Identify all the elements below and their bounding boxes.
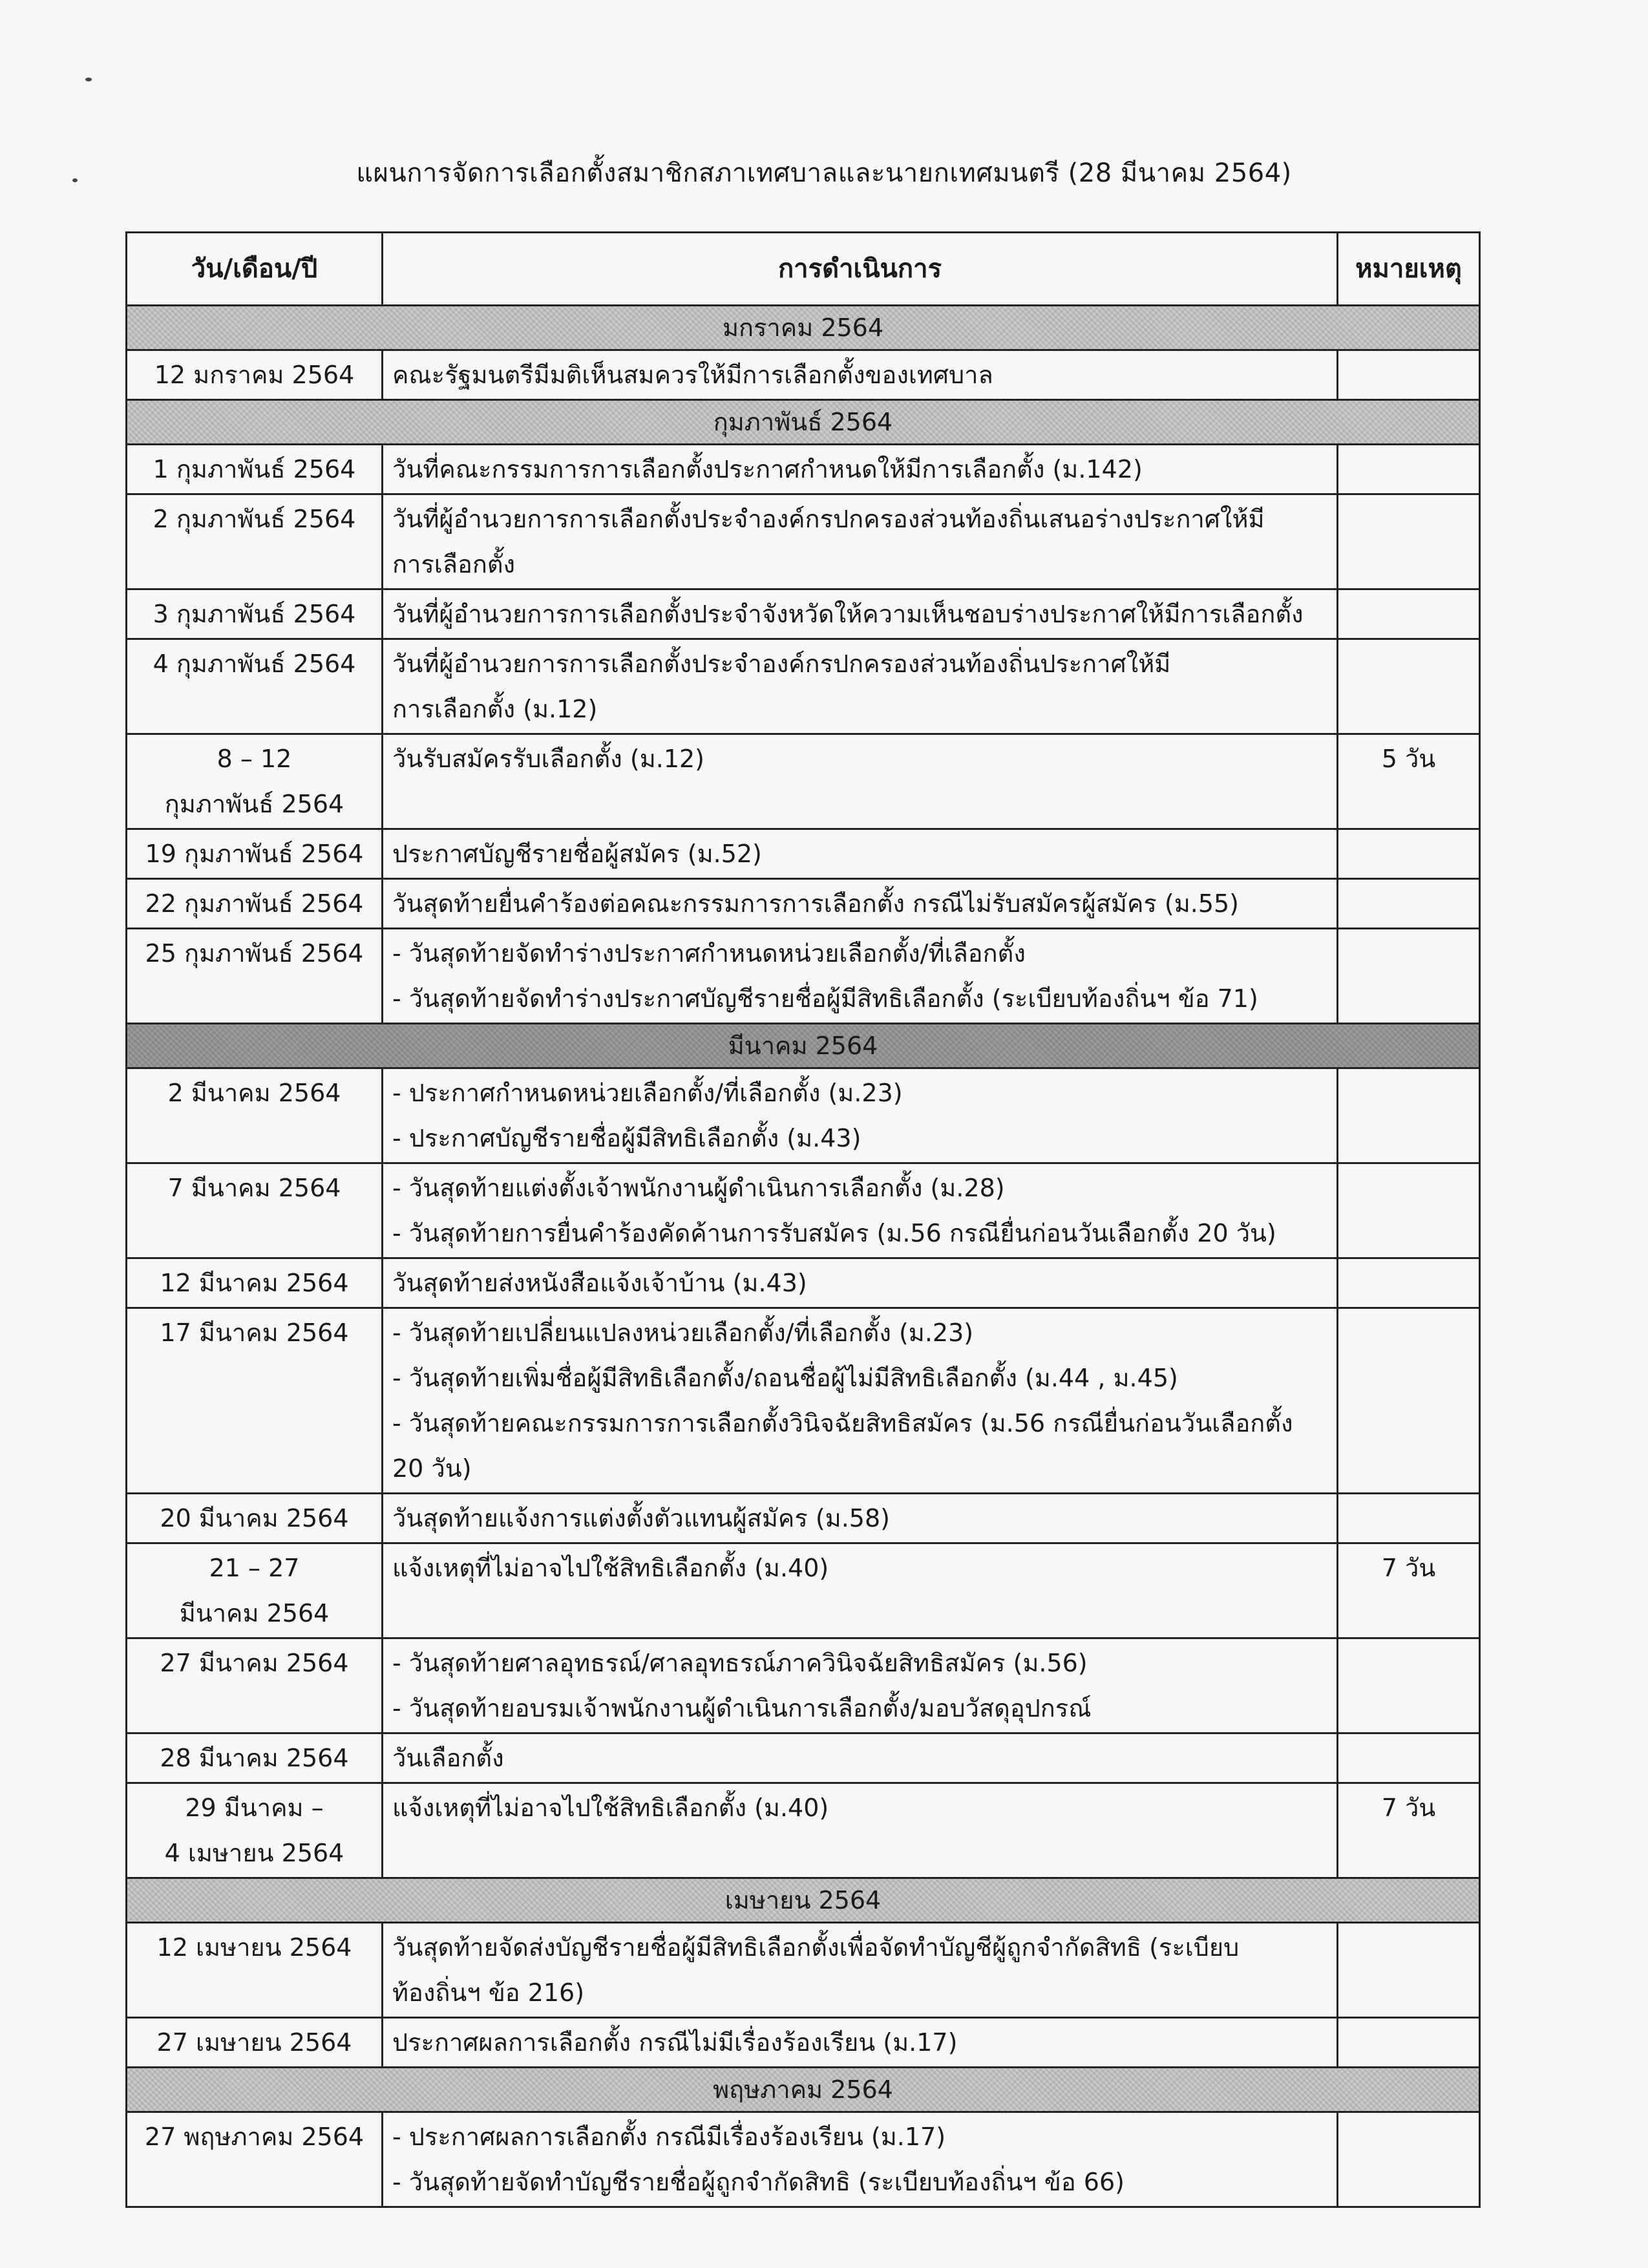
action-line: - ประกาศกำหนดหน่วยเลือกตั้ง/ที่เลือกตั้ง (ม.23) [392, 1079, 903, 1107]
action-cell [383, 2018, 1338, 2068]
action-line: - วันสุดท้ายเพิ่มชื่อผู้มีสิทธิเลือกตั้ง/ถอนชื่อผู้ไม่มีสิทธิเลือกตั้ง (ม.44 , ม.45) [392, 1364, 1178, 1392]
action-cell [383, 1163, 1338, 1258]
date-line: 3 กุมภาพันธ์ 2564 [153, 600, 356, 628]
date-line: 27 มีนาคม 2564 [160, 1649, 349, 1677]
note-cell [1338, 445, 1480, 494]
month-label: เมษายน 2564 [127, 1878, 1480, 1923]
date-line: 28 มีนาคม 2564 [160, 1744, 349, 1772]
date-line: 27 พฤษภาคม 2564 [144, 2123, 364, 2151]
action-cell [383, 929, 1338, 1024]
date-cell [127, 494, 383, 589]
month-label: พฤษภาคม 2564 [127, 2068, 1480, 2112]
date-cell [127, 929, 383, 1024]
table-row [127, 929, 1480, 1024]
action-cell [383, 734, 1338, 829]
date-cell [127, 1494, 383, 1543]
table-row [127, 350, 1480, 400]
table-row [127, 1923, 1480, 2018]
note-cell [1338, 1258, 1480, 1308]
action-line: แจ้งเหตุที่ไม่อาจไปใช้สิทธิเลือกตั้ง (ม.40) [392, 1794, 829, 1822]
action-line: วันสุดท้ายจัดส่งบัญชีรายชื่อผู้มีสิทธิเลือกตั้งเพื่อจัดทำบัญชีผู้ถูกจำกัดสิทธิ (ระเบียบ [392, 1933, 1240, 1962]
table-row [127, 2018, 1480, 2068]
action-line: - วันสุดท้ายจัดทำบัญชีรายชื่อผู้ถูกจำกัดสิทธิ (ระเบียบท้องถิ่นฯ ข้อ 66) [392, 2168, 1125, 2196]
action-cell [383, 445, 1338, 494]
action-line: วันเลือกตั้ง [392, 1744, 504, 1772]
header-note: หมายเหตุ [1338, 233, 1480, 306]
date-line: 17 มีนาคม 2564 [160, 1319, 349, 1347]
header-date: วัน/เดือน/ปี [127, 233, 383, 306]
scan-speck [85, 78, 92, 81]
month-section-row [127, 400, 1480, 445]
month-label: มกราคม 2564 [127, 306, 1480, 350]
table-row [127, 1163, 1480, 1258]
action-line: - วันสุดท้ายเปลี่ยนแปลงหน่วยเลือกตั้ง/ที่เลือกตั้ง (ม.23) [392, 1319, 974, 1347]
table-row [127, 1733, 1480, 1783]
action-line: วันสุดท้ายส่งหนังสือแจ้งเจ้าบ้าน (ม.43) [392, 1269, 807, 1297]
note-cell [1338, 589, 1480, 639]
table-row [127, 494, 1480, 589]
date-cell [127, 1733, 383, 1783]
date-cell [127, 2112, 383, 2207]
date-line: 4 กุมภาพันธ์ 2564 [153, 650, 356, 678]
action-cell [383, 1783, 1338, 1878]
date-line: 21 – 27 [209, 1554, 300, 1582]
action-cell [383, 1494, 1338, 1543]
note-cell [1338, 2018, 1480, 2068]
note-cell [1338, 1638, 1480, 1733]
action-line: - วันสุดท้ายอบรมเจ้าพนักงานผู้ดำเนินการเลือกตั้ง/มอบวัสดุอุปกรณ์ [392, 1694, 1092, 1722]
month-label: มีนาคม 2564 [127, 1024, 1480, 1068]
date-cell [127, 1068, 383, 1163]
note-cell [1338, 829, 1480, 879]
date-line: 25 กุมภาพันธ์ 2564 [145, 939, 364, 968]
action-line: - ประกาศบัญชีรายชื่อผู้มีสิทธิเลือกตั้ง (ม.43) [392, 1124, 861, 1152]
date-line: 7 มีนาคม 2564 [167, 1174, 341, 1202]
date-cell [127, 445, 383, 494]
month-label: กุมภาพันธ์ 2564 [127, 400, 1480, 445]
action-line: วันสุดท้ายยื่นคำร้องต่อคณะกรรมการการเลือกตั้ง กรณีไม่รับสมัครผู้สมัคร (ม.55) [392, 889, 1239, 918]
table-row [127, 445, 1480, 494]
action-line: ประกาศผลการเลือกตั้ง กรณีไม่มีเรื่องร้องเรียน (ม.17) [392, 2028, 958, 2057]
date-line: 12 เมษายน 2564 [156, 1933, 352, 1962]
action-line: วันสุดท้ายแจ้งการแต่งตั้งตัวแทนผู้สมัคร (ม.58) [392, 1504, 890, 1532]
action-cell [383, 1923, 1338, 2018]
note-cell [1338, 1494, 1480, 1543]
table-header-row [127, 233, 1480, 306]
date-line: 22 กุมภาพันธ์ 2564 [145, 889, 364, 918]
date-cell [127, 589, 383, 639]
table-row [127, 734, 1480, 829]
table-row [127, 589, 1480, 639]
date-line: มีนาคม 2564 [179, 1599, 330, 1627]
header-action: การดำเนินการ [383, 233, 1338, 306]
table-row [127, 1638, 1480, 1733]
document-title: แผนการจัดการเลือกตั้งสมาชิกสภาเทศบาลและนายกเทศมนตรี (28 มีนาคม 2564) [356, 158, 1292, 188]
date-line: 12 มีนาคม 2564 [160, 1269, 349, 1297]
date-line: 2 มีนาคม 2564 [167, 1079, 341, 1107]
action-cell [383, 829, 1338, 879]
date-line: 4 เมษายน 2564 [164, 1839, 344, 1867]
date-cell [127, 1783, 383, 1878]
action-cell [383, 639, 1338, 734]
note-cell [1338, 494, 1480, 589]
action-line: แจ้งเหตุที่ไม่อาจไปใช้สิทธิเลือกตั้ง (ม.40) [392, 1554, 829, 1582]
date-line: 12 มกราคม 2564 [154, 361, 355, 389]
note-cell: 5 วัน [1338, 734, 1480, 829]
note-cell [1338, 1308, 1480, 1494]
date-cell [127, 734, 383, 829]
note-cell [1338, 639, 1480, 734]
note-cell [1338, 350, 1480, 400]
note-cell [1338, 2112, 1480, 2207]
action-cell [383, 350, 1338, 400]
note-cell: 7 วัน [1338, 1783, 1480, 1878]
table-row [127, 1258, 1480, 1308]
action-line: คณะรัฐมนตรีมีมติเห็นสมควรให้มีการเลือกตั้งของเทศบาล [392, 361, 993, 389]
action-line: วันที่ผู้อำนวยการการเลือกตั้งประจำองค์กรปกครองส่วนท้องถิ่นประกาศให้มี [392, 650, 1171, 678]
month-section-row [127, 306, 1480, 350]
note-cell [1338, 879, 1480, 929]
action-cell [383, 1258, 1338, 1308]
note-cell [1338, 1923, 1480, 2018]
action-line: - ประกาศผลการเลือกตั้ง กรณีมีเรื่องร้องเรียน (ม.17) [392, 2123, 946, 2151]
month-section-row [127, 2068, 1480, 2112]
date-cell [127, 829, 383, 879]
action-line: วันที่ผู้อำนวยการการเลือกตั้งประจำจังหวัดให้ความเห็นชอบร่างประกาศให้มีการเลือกตั้ง [392, 600, 1304, 628]
action-line: - วันสุดท้ายศาลอุทธรณ์/ศาลอุทธรณ์ภาควินิจฉัยสิทธิสมัคร (ม.56) [392, 1649, 1088, 1677]
action-line: วันที่ผู้อำนวยการการเลือกตั้งประจำองค์กรปกครองส่วนท้องถิ่นเสนอร่างประกาศให้มี [392, 505, 1265, 533]
date-cell [127, 350, 383, 400]
table-row [127, 1068, 1480, 1163]
note-cell [1338, 929, 1480, 1024]
month-section-row [127, 1024, 1480, 1068]
date-line: 2 กุมภาพันธ์ 2564 [153, 505, 356, 533]
date-cell [127, 1543, 383, 1638]
date-cell [127, 1163, 383, 1258]
action-cell [383, 2112, 1338, 2207]
date-line: 1 กุมภาพันธ์ 2564 [153, 455, 356, 483]
action-line: การเลือกตั้ง [392, 550, 516, 578]
action-cell [383, 1543, 1338, 1638]
action-line: - วันสุดท้ายจัดทำร่างประกาศกำหนดหน่วยเลือกตั้ง/ที่เลือกตั้ง [392, 939, 1026, 968]
table-body [127, 306, 1480, 2207]
action-cell [383, 879, 1338, 929]
action-line: - วันสุดท้ายจัดทำร่างประกาศบัญชีรายชื่อผู้มีสิทธิเลือกตั้ง (ระเบียบท้องถิ่นฯ ข้อ 71) [392, 984, 1258, 1013]
date-cell [127, 1923, 383, 2018]
date-line: 8 – 12 [217, 745, 292, 773]
table-row [127, 1494, 1480, 1543]
action-line: - วันสุดท้ายการยื่นคำร้องคัดค้านการรับสมัคร (ม.56 กรณียื่นก่อนวันเลือกตั้ง 20 วัน) [392, 1219, 1276, 1247]
table-row [127, 2112, 1480, 2207]
table-row [127, 639, 1480, 734]
action-line: วันที่คณะกรรมการการเลือกตั้งประกาศกำหนดให้มีการเลือกตั้ง (ม.142) [392, 455, 1143, 483]
note-cell [1338, 1163, 1480, 1258]
action-line: การเลือกตั้ง (ม.12) [392, 695, 598, 723]
action-cell [383, 589, 1338, 639]
election-schedule-table [125, 231, 1481, 2208]
action-line: ประกาศบัญชีรายชื่อผู้สมัคร (ม.52) [392, 840, 762, 868]
action-cell [383, 1638, 1338, 1733]
date-cell [127, 879, 383, 929]
date-line: กุมภาพันธ์ 2564 [164, 790, 344, 818]
date-line: 20 มีนาคม 2564 [160, 1504, 349, 1532]
date-cell [127, 2018, 383, 2068]
date-line: 29 มีนาคม – [185, 1794, 324, 1822]
date-cell [127, 1308, 383, 1494]
action-line: - วันสุดท้ายแต่งตั้งเจ้าพนักงานผู้ดำเนินการเลือกตั้ง (ม.28) [392, 1174, 1005, 1202]
date-cell [127, 639, 383, 734]
action-cell [383, 1733, 1338, 1783]
action-line: ท้องถิ่นฯ ข้อ 216) [392, 1978, 585, 2007]
note-cell [1338, 1068, 1480, 1163]
note-cell [1338, 1733, 1480, 1783]
action-line: - วันสุดท้ายคณะกรรมการการเลือกตั้งวินิจฉัยสิทธิสมัคร (ม.56 กรณียื่นก่อนวันเลือกตั้ง 20 วัน) [392, 1409, 1293, 1483]
date-line: 27 เมษายน 2564 [156, 2028, 352, 2057]
table-row [127, 829, 1480, 879]
table-row [127, 879, 1480, 929]
date-cell [127, 1258, 383, 1308]
action-cell [383, 494, 1338, 589]
action-cell [383, 1068, 1338, 1163]
date-cell [127, 1638, 383, 1733]
table-row [127, 1308, 1480, 1494]
note-cell: 7 วัน [1338, 1543, 1480, 1638]
action-line: วันรับสมัครรับเลือกตั้ง (ม.12) [392, 745, 704, 773]
action-cell [383, 1308, 1338, 1494]
month-section-row [127, 1878, 1480, 1923]
table-row [127, 1783, 1480, 1878]
date-line: 19 กุมภาพันธ์ 2564 [145, 840, 364, 868]
table-row [127, 1543, 1480, 1638]
